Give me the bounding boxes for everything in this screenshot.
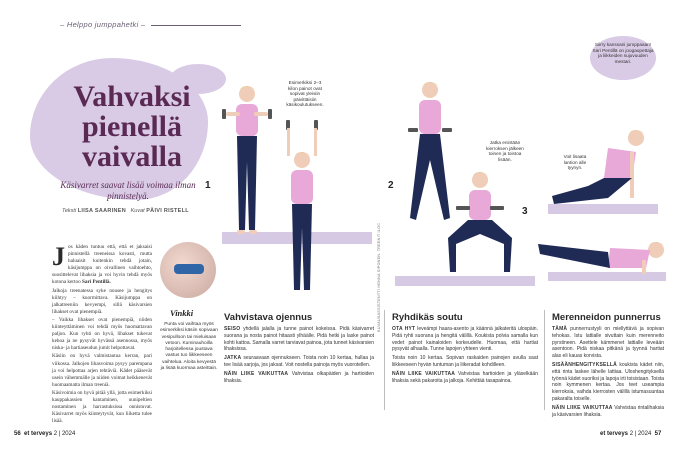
column-divider [384,310,385,410]
credit-text-author: LIISA SAARINEN [77,208,127,214]
page-number-right: 57 [654,431,662,437]
figure-1a-illustration [222,82,282,242]
paragraph-text: leveämpi haara-asento ja käännä jalkateritä ulospäin. Pidä ryhti suorana ja hengitä välillä. Koukista polvia samalla kun vedet painot kainaloiden korkeudelle. Huomaa, että hartiat pysyvät alhaalla. Tunne lapojen yhteen vienti. [392,326,538,353]
page-number-left: 56 [14,431,21,437]
column-body-3 [552,326,664,420]
step-number-3: 3 [522,206,528,217]
paragraph-lead: NÄIN LIIKE VAIKUTTAA [224,370,289,377]
paragraph-text: punnerrustyyli on miellyttävä ja sopivan tehokas. Istu lattialle sivuttain kuin merenneito pyrstineen. Asettele kämmenet lattialle leveään asentoon. Pidä niskaa pitkänä ja tyynnä hartiat alas eli kauas korvista. [552,326,664,360]
column-divider [544,310,545,410]
paragraph-lead: OTA HYT [392,326,416,332]
column-paragraph [552,362,664,403]
column-paragraph [392,371,538,385]
paragraph-lead: SISÄÄNHENGITYKSELLÄ [552,361,617,368]
intro-paragraph [52,244,152,287]
column-heading-1: Vahvistava ojennus [224,312,313,323]
step-number-2: 2 [388,180,394,191]
brand-right: et terveys [600,431,629,437]
paragraph-text: yhdellä jalalla ja tunne painot kokeissa. Pidä käsivarret suorana ja nosta painot hitaasti ylhäälle. Pidä hetki ja laske painot kohti kattoa. Samalla varret tarviavat painoa, jota tunnet käsivarsien lihaksissa. [224,326,374,353]
intro-body [52,244,152,426]
paragraph-lead: JATKA [224,355,242,362]
photo-credit: KUVAUSASSISTENTTI HENNA SIPONEN. TREENIT ILOC [377,222,381,332]
footer-left [14,431,75,437]
paragraph-lead: NÄIN LIIKE VAIKUTTAA [392,370,456,377]
column-paragraph [552,405,664,419]
column-paragraph [552,326,664,360]
author-bubble-text: Siirry kanssani jumppaaan! Sari Pentillä on joogaopettaja ja liikkeiden sujuvuuden mestari. [592,42,654,64]
title-line-1: Vahvaksi [73,80,191,113]
step-number-1: 1 [205,180,211,191]
paragraph-text: koukista kädet niin, että rinta laskee lähelle lattiaa. Uloshengityksellä työnnä kädet suoriksi ja lapoja irti toisistaan. Toista noin kymmenen kertaa. Jos teet useampia kierroksia, vaihda kierrosten välillä istumasuuntaa pakaralta toiselle. [552,361,664,402]
column-paragraph [224,371,374,385]
resistance-band-icon [174,264,204,274]
paragraph-lead: SEISO [224,326,241,332]
article-dek: Käsivarret saavat lisää voimaa ilman pinnistelyä. [60,180,196,201]
paragraph-text: Vahvistaa rintalihaksia ja käsivarsien lihaksia. [552,404,664,418]
column-body-1 [224,326,374,386]
column-paragraph [224,326,374,353]
brand-left: et terveys [24,431,53,437]
paragraph-lead: TÄMÄ [552,326,568,332]
column-heading-3: Merenneidon punnerrus [552,312,661,323]
paragraph-text: seuraavaan ojennukseen. Toista noin 10 kertaa, hullaa ja tee lisää sarjoja, jos jaksat. Voit nostella painoja myös vuorotellen. [224,355,374,368]
figure-1b-illustration [282,120,332,300]
figure-3b-illustration [538,232,668,280]
column-body-2 [392,326,538,386]
paragraph-text: Toista noin 10 kertaa. Sopivan raskaiden painojen avulla saat liikkeeseen hyvän tuntuman ja liikeradat kohdilleen. [392,355,538,368]
intro-p1: os käden tuntuu että, että et jaksaisi pinnistellä treeneissa kovasti, mutta haluaisit kuitenkin tehdä jotain, käsijumppa on oivallinen vaihtoehto, suosittelevat lihaksia ja voi hyvin tehdä myös kotona kertoo [52,244,152,286]
article-credits [62,208,189,214]
paragraph-text: Vahvistaa hartioiden ja yläselkään lihaksia sekä pakaroita ja jalkoja. Kehittää tasapainoa. [392,370,538,384]
credit-text-label: Teksti [62,208,77,214]
article-title [52,82,212,172]
section-kicker [60,20,241,29]
drop-cap: J [52,242,65,271]
title-line-3: vaivalla [81,140,182,173]
note-rounds: Jatka enintään kierroksen jälkeen toinen ja toistoa lisään. [486,140,524,162]
column-paragraph [224,355,374,369]
figure-2b-illustration [440,168,520,278]
paragraph-text: Vahvistaa olkapäiden ja hartioiden lihaksia. [224,370,374,384]
intro-paragraph: Jalkoja treenatessa syke nousee ja hengitys kiihtyy – kuormittava. Käsijumppa on jalkatreeniin kevyempi, sillä käsivarsien lihakset ovat pienempiä. [52,287,152,315]
vinkki-title: Vinkki [170,308,194,318]
footer-right [600,431,661,437]
kicker-rule [151,25,241,26]
note-weights: Esimerkiksi 2–3 kilon painot ovat sopivat yleisiin päivittäisiin käsikoulutukseen. [286,80,324,108]
intro-signature: Sari Pentillä. [81,279,111,286]
kicker-text: – Helppo jumppahetki – [60,20,146,29]
vinkki-text: Punta voi vaihtaa myös esimerkiksi käsiin sopivaan vesipulloon tai mieluisaan vetoon. Kuminauhoilla harjoitellessa joustava vastus tuo liikkeeseen vaihtelua. Aloita kevyestä ja lisää kuormaa asteittain. [160,322,218,372]
intro-paragraph: Käsivoimia on hyvä pitää yllä, jotta esimerkiksi kauppakassien kantaminen, uunipeltien nostaminen ja harrastuksissa onnistuvat. Käsivarret myös kiinteytyvät, kun liiketta tulee lisää. [52,389,152,425]
column-paragraph [392,326,538,353]
vinkki-photo [160,242,216,298]
issue-left: 2 | 2024 [53,431,76,437]
title-line-2: pienellä [81,110,182,143]
note-pillow: Voit lisaata lantion alle tyynyn. [563,154,587,171]
credit-photo-author: PÄIVI RISTELL [146,208,189,214]
column-heading-2: Ryhdikäs soutu [392,312,463,323]
intro-paragraph: – Vaikka lihakset ovat pienempiä, niiden kiinteyttäminen voi tehdä myös huomattavan paljon. Kun ryhti on hyvä, lihakset tukevat kehoa ja ne pysyvät hyvässä asennossa, myös niska- ja hartiaseudun jumit helpottavat. [52,316,152,352]
issue-right: 2 | 2024 [629,431,652,437]
intro-paragraph: Käsiin on hyvä valmistautua kerran, pari viikossa. Jalkojen lihasvoima pysyy parempana ja voi helpottaa arjen tehtäviä. Kädet pääsevät usein vähemmälle ja niiden voimat heikkenevät huomaamatta ilman treeniä. [52,353,152,388]
column-paragraph [392,355,538,369]
paragraph-lead: NÄIN LIIKE VAIKUTTAA [552,404,613,411]
credit-photo-label: Kuvat [130,208,145,214]
